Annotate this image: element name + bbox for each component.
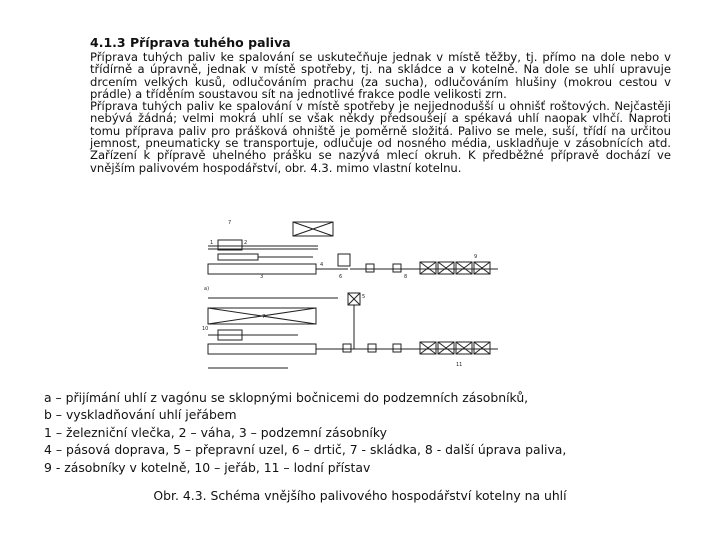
legend-line: 1 – železniční vlečka, 2 – váha, 3 – podzemní zásobníky xyxy=(44,424,387,440)
section-text xyxy=(90,36,671,174)
label-8: 8 xyxy=(404,274,408,280)
label-3: 3 xyxy=(260,274,264,280)
section-heading: 4.1.3 Příprava tuhého paliva xyxy=(90,35,291,50)
figure-legend xyxy=(44,389,684,476)
label-5: 5 xyxy=(362,294,366,300)
label-1: 1 xyxy=(210,240,214,246)
label-11: 11 xyxy=(456,362,463,368)
legend-line: 9 - zásobníky v kotelně, 10 – jeřáb, 11 – lodní přístav xyxy=(44,459,371,475)
underground-bunker-top xyxy=(208,264,316,274)
underground-bunker-bottom xyxy=(208,344,316,354)
legend-line: b – vyskladňování uhlí jeřábem xyxy=(44,407,237,423)
paragraph-1: Příprava tuhých paliv ke spalování se uskutečňuje jednak v místě těžby, tj. přímo na dole nebo v třídírně a úpravně, jednak v místě spotřeby, tj. na skládce a v kotelně. Na dole se uhlí upravuje drcením velkých kusů, odlučováním prachu (za sucha), odlučováním hlušiny (mokrou cestou v prádle) a tříděním soustavou sít na jednotlivé frakce podle velikosti zrn. xyxy=(90,50,671,101)
bunkers-top xyxy=(420,262,490,274)
bunkers-bottom xyxy=(420,342,490,354)
legend-line: 4 – pásová doprava, 5 – přepravní uzel, 6 – drtič, 7 - skládka, 8 - další úprava paliva, xyxy=(44,442,567,458)
legend-line: a – přijímání uhlí z vagónu se sklopnými bočnicemi do podzemních zásobníků, xyxy=(44,390,529,405)
label-2: 2 xyxy=(244,240,248,246)
paragraph-2: Příprava tuhých paliv ke spalování v místě spotřeby je nejjednodušší u ohnišť roštových. Nejčastěji nebývá žádná; velmi mokrá uhlí se však někdy předsoušejí a spékavá uhlí naopak vlhčí. Naproti tomu příprava paliv pro prášková ohniště je poměrně složitá. Palivo se mele, suší, třídí na určitou jemnost, pneumaticky se transportuje, odlučuje od nosného média, uskladňuje v zásobnících atd. Zařízení k přípravě uhelného prášku se nazývá mlecí okruh. K předběžné přípravě dochází ve vnějším palivovém hospodářství, obr. 4.3. mimo vlastní kotelnu. xyxy=(90,99,671,175)
label-4: 4 xyxy=(320,262,324,268)
label-a: a) xyxy=(204,286,210,292)
fuel-handling-diagram xyxy=(198,218,498,380)
label-9: 9 xyxy=(474,254,478,260)
label-10: 10 xyxy=(202,326,209,332)
label-7-bottom: 7 xyxy=(262,314,266,320)
label-7-top: 7 xyxy=(228,220,232,226)
figure-caption: Obr. 4.3. Schéma vnějšího palivového hospodářství kotelny na uhlí xyxy=(153,488,567,503)
label-6: 6 xyxy=(339,274,343,280)
